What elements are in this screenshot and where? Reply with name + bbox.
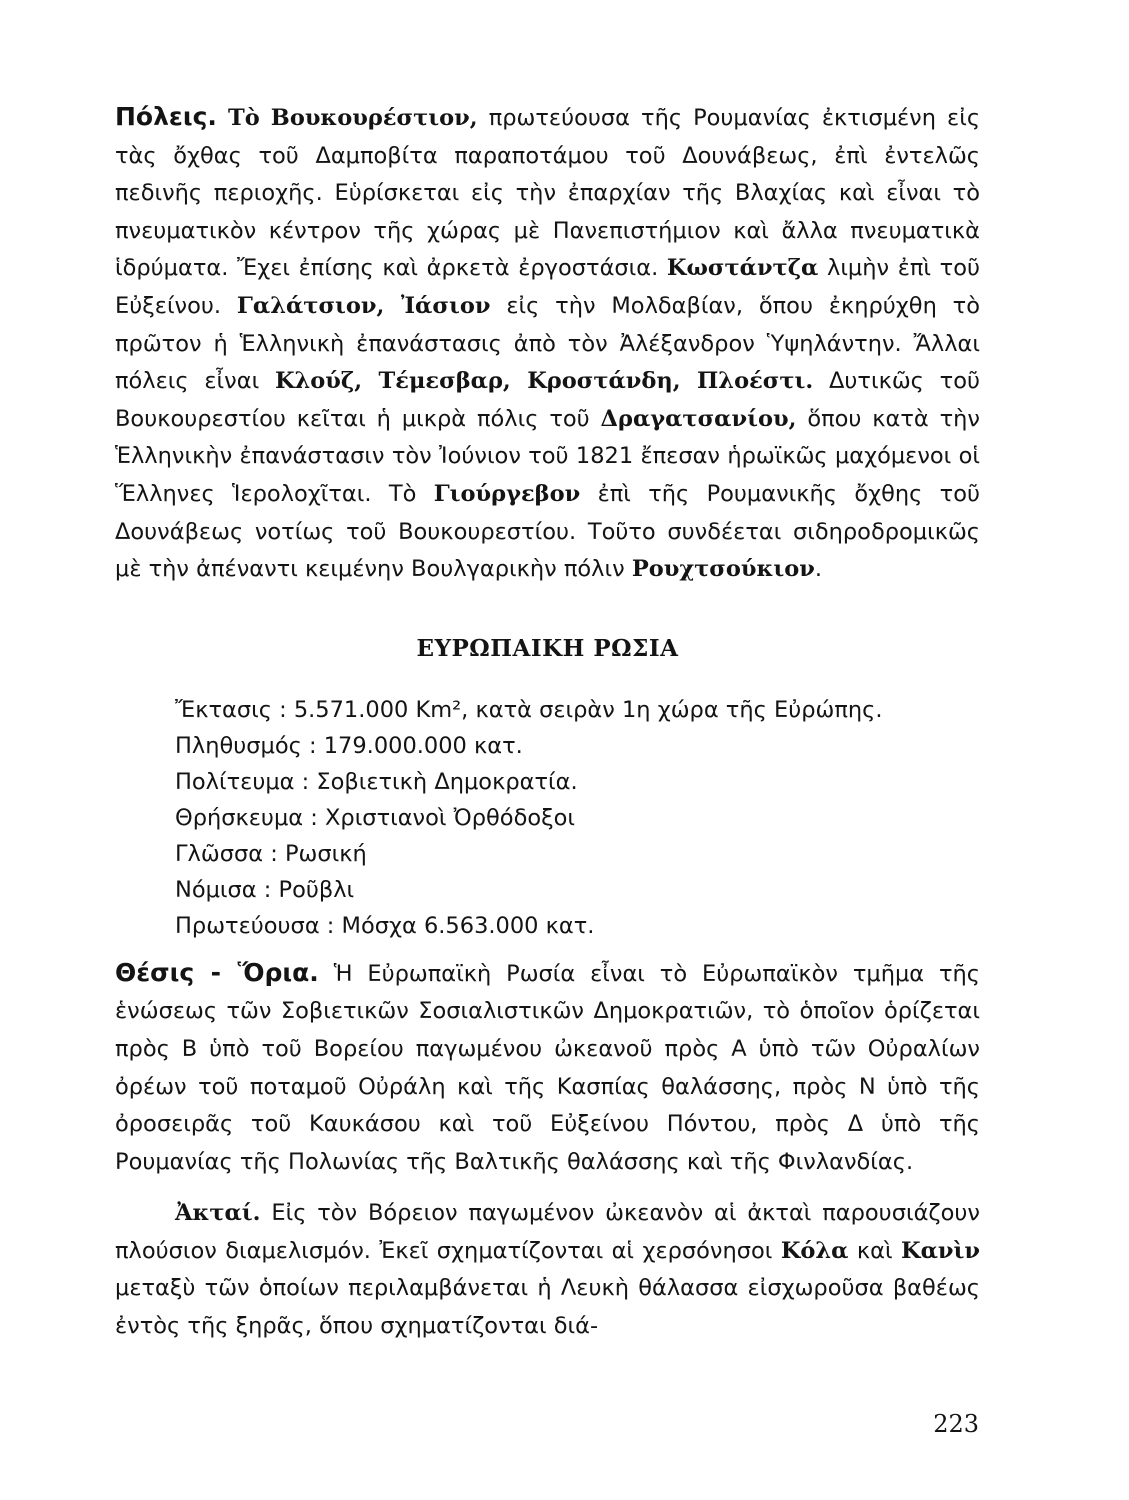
fact-value: 179.000.000 κατ. — [323, 732, 523, 759]
fact-row-capital — [175, 908, 980, 944]
coasts-text-3: μεταξὺ τῶν ὁποίων περιλαμβάνεται ἡ Λευκὴ θάλασσα εἰσχωροῦσα βαθέως ἐντὸς τῆς ξηρᾶς, ὅπου σχηματίζονται διά- — [115, 1275, 980, 1340]
city-bucharest: Βουκουρέστιον, — [270, 105, 478, 131]
cities-text-1: Τὸ — [227, 105, 260, 131]
city-galati-iasi: Γαλάτσιον, Ἰάσιον — [236, 292, 491, 319]
fact-value: Ροῦβλι — [278, 876, 355, 903]
fact-label: Ἔκτασις : — [175, 696, 287, 723]
page-content — [115, 98, 980, 1346]
city-constanta: Κωστάντζα — [666, 255, 819, 282]
fact-value: Ρωσική — [284, 840, 367, 867]
fact-row-currency — [175, 872, 980, 908]
fact-value: 5.571.000 Km², κατὰ σειρὰν 1η χώρα τῆς Εὐρώπης. — [293, 696, 883, 723]
fact-row-language — [175, 836, 980, 872]
position-lead: Θέσις - Ὅρια. — [115, 957, 319, 987]
fact-label: Θρήσκευμα : — [175, 804, 318, 831]
fact-label: Πληθυσμός : — [175, 732, 317, 759]
fact-label: Γλῶσσα : — [175, 840, 278, 867]
position-paragraph — [115, 954, 980, 1182]
cities-text-7: ἐπὶ τῆς Ρουμανικῆς ὄχθης τοῦ Δουνάβεως νοτίως τοῦ Βουκουρεστίου. Τοῦτο συνδέεται σιδηροδρομικῶς μὲ τὴν ἀπέναντι κειμένην Βουλγαρικὴν πόλιν — [115, 480, 980, 583]
cities-text-6: ὅπου κατὰ τὴν Ἑλληνικὴν ἐπανάστασιν τὸν Ἰούνιον τοῦ 1821 ἔπεσαν ἡρωϊκῶς μαχόμενοι οἱ Ἕλληνες Ἱερολοχῖται. Τὸ — [115, 405, 980, 507]
fact-row-area — [175, 692, 980, 728]
fact-value: Μόσχα 6.563.000 κατ. — [341, 912, 595, 939]
cities-text-2: πρωτεύουσα τῆς Ρουμανίας ἐκτισμένη εἰς τὰς ὄχθας τοῦ Δαμποβίτα παραποτάμου τοῦ Δουνάβεως, ἐπὶ ἐντελῶς πεδινῆς περιοχῆς. Εὑρίσκεται εἰς τὴν ἐπαρχίαν τῆς Βλαχίας καὶ εἶναι τὸ πνευματικὸν κέντρον τῆς χώρας μὲ Πανεπιστήμιον καὶ ἄλλα πνευματικὰ ἱδρύματα. Ἔχει ἐπίσης καὶ ἀρκετὰ ἐργοστάσια. — [115, 105, 981, 282]
position-text: Ἡ Εὐρωπαϊκὴ Ρωσία εἶναι τὸ Εὐρωπαϊκὸν τμῆμα τῆς ἑνώσεως τῶν Σοβιετικῶν Σοσιαλιστικῶν Δημοκρατιῶν, τὸ ὁποῖον ὁρίζεται πρὸς Β ὑπὸ τοῦ Βορείου παγωμένου ὠκεανοῦ πρὸς Α ὑπὸ τῶν Οὐραλίων ὀρέων τοῦ ποταμοῦ Οὐράλη καὶ τῆς Κασπίας θαλάσσης, πρὸς Ν ὑπὸ τῆς ὀροσειρᾶς τοῦ Καυκάσου καὶ τοῦ Εὐξείνου Πόντου, πρὸς Δ ὑπὸ τῆς Ρουμανίας τῆς Πολωνίας τῆς Βαλτικῆς θαλάσσης καὶ τῆς Φινλανδίας. — [115, 960, 980, 1175]
facts-list — [175, 692, 980, 944]
cities-others: Κλούζ, Τέμεσβαρ, Κροστάνδη, Πλοέστι. — [274, 368, 814, 395]
cities-text-8: . — [814, 556, 823, 583]
coasts-text-1: Εἰς τὸν Βόρειον παγωμένον ὠκεανὸν αἱ ἀκταὶ παρουσιάζουν πλούσιον διαμελισμόν. Ἐκεῖ σχηματίζονται αἱ χερσόνησοι — [115, 1200, 980, 1264]
coasts-text-2: καὶ — [856, 1237, 893, 1264]
fact-label: Πρωτεύουσα : — [175, 912, 335, 939]
fact-value: Σοβιετικὴ Δημοκρατία. — [316, 768, 578, 795]
cities-text-4: εἰς τὴν Μολδαβίαν, ὅπου ἐκηρύχθη τὸ πρῶτον ἡ Ἑλληνικὴ ἐπανάστασις ἀπὸ τὸν Ἀλέξανδρον Ὑψηλάντην. Ἄλλαι πόλεις εἶναι — [115, 292, 980, 395]
fact-label: Νόμισα : — [175, 876, 272, 903]
peninsula-kanin: Κανὶν — [901, 1237, 981, 1264]
coasts-paragraph — [115, 1195, 980, 1345]
page-number: 223 — [933, 1410, 979, 1438]
fact-row-government — [175, 764, 980, 800]
city-ruse: Ρουχτσούκιον — [631, 556, 815, 583]
cities-lead: Πόλεις. — [115, 102, 217, 131]
fact-row-population — [175, 728, 980, 764]
coasts-lead: Ἀκταί. — [175, 1200, 261, 1227]
city-dragatsani: Δραγατσανίου, — [600, 405, 797, 432]
cities-text-3: λιμὴν ἐπὶ τοῦ Εὐξείνου. — [115, 255, 981, 319]
section-heading: ΕΥΡΩΠΑΙΚΗ ΡΩΣΙΑ — [416, 634, 679, 662]
cities-paragraph — [115, 98, 980, 589]
fact-value: Χριστιανοὶ Ὀρθόδοξοι — [325, 804, 576, 831]
cities-text-5: Δυτικῶς τοῦ Βουκουρεστίου κεῖται ἡ μικρὰ πόλις τοῦ — [115, 368, 980, 432]
fact-row-religion — [175, 800, 980, 836]
peninsula-kola: Κόλα — [780, 1237, 849, 1264]
city-giurgiu: Γιούργεβον — [433, 480, 581, 507]
fact-label: Πολίτευμα : — [175, 768, 310, 795]
